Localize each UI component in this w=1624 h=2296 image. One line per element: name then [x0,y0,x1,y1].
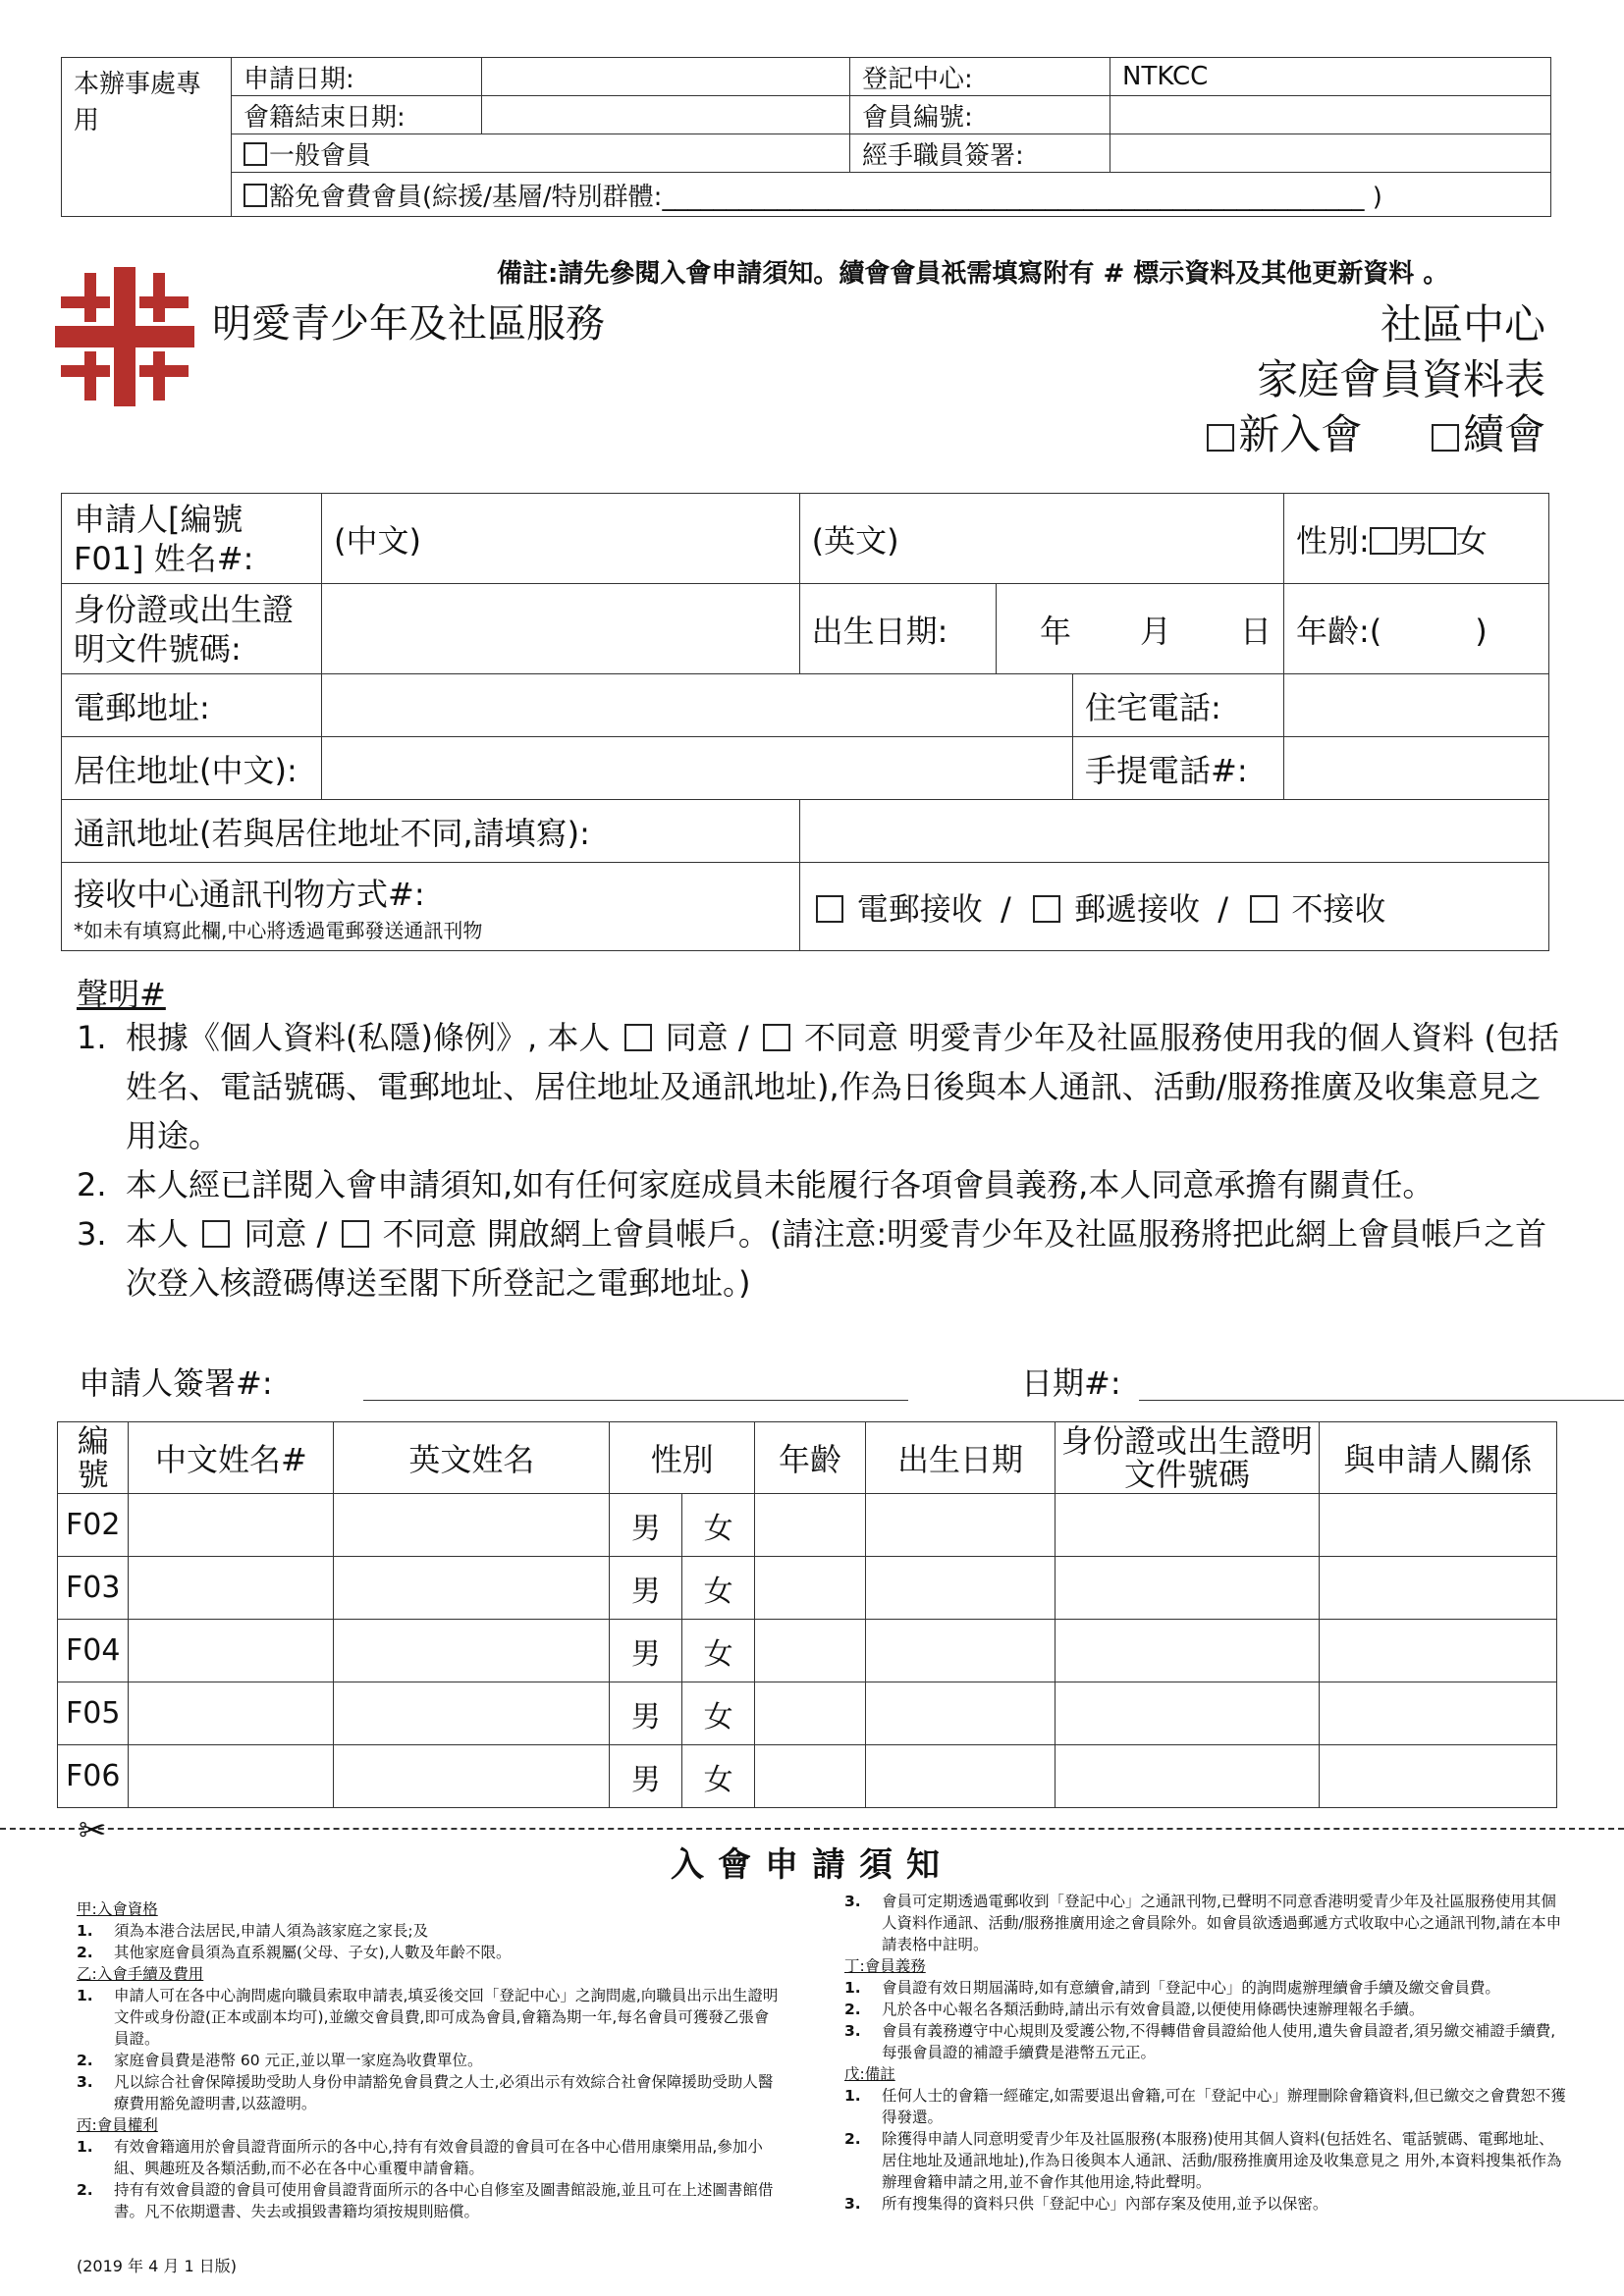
member-code: F05 [58,1682,129,1745]
relationship-cell[interactable] [1319,1682,1556,1745]
table-row [58,1620,1557,1682]
id-field[interactable] [322,584,800,674]
notice-item-number: 1. [844,1979,861,1997]
newsletter-post-label: 郵遞接收 [1074,889,1201,928]
table-row [58,1557,1557,1620]
male-checkbox[interactable] [1370,527,1397,555]
exempt-member-label: 豁免會費會員(綜援/基層/特別群體: [269,182,663,212]
signature-label: 申請人簽署#: [79,1364,273,1402]
notice-heading: 乙:入會手續及費用 [77,1965,204,1983]
decl-1-pre: 根據《個人資料(私隱)條例》, 本人 [126,1019,611,1056]
gender-female-cell[interactable]: 女 [682,1620,755,1682]
id-cell[interactable] [1055,1557,1319,1620]
dob-field[interactable] [996,584,1283,674]
notice-item [77,1985,784,2050]
declaration-list [77,1013,1559,1308]
slash: / [1000,889,1011,928]
member-code: F02 [58,1494,129,1557]
relationship-cell[interactable] [1319,1494,1556,1557]
renew-checkbox[interactable] [1432,424,1459,452]
dob-label: 出生日期: [799,584,996,674]
english-name-cell[interactable] [334,1682,610,1745]
chinese-name-cell[interactable] [129,1557,334,1620]
id-cell[interactable] [1055,1682,1319,1745]
family-members-table [57,1421,1557,1808]
newsletter-label: 接收中心通訊刊物方式#: [74,876,425,913]
age-cell[interactable] [754,1620,865,1682]
decl-3-post: 開啟網上會員帳戶。(請注意:明愛青少年及社區服務將把此網上會員帳戶之首次登入核證碼傳送至閣下所登記之電郵地址。) [126,1215,1547,1302]
notice-item-number: 3. [844,1893,861,1910]
scissors-icon: ✂ [79,1811,107,1850]
age-cell[interactable] [754,1494,865,1557]
notice-item [844,1977,1566,1999]
mobile-field[interactable] [1284,737,1549,800]
member-no-label: 會員編號: [850,96,1110,134]
membership-end-field[interactable] [482,96,850,134]
notice-item-text: 持有有效會員證的會員可使用會員證背面所示的各中心自修室及圖書館設施,並且可在上述圖書館借書。凡不依期還書、失去或損毀書籍均須按規則賠償。 [114,2181,774,2220]
notice-item-text: 其他家庭會員須為直系親屬(父母、子女),人數及年齡不限。 [114,1944,512,1961]
gender-male-cell[interactable]: 男 [610,1557,682,1620]
member-code: F06 [58,1745,129,1808]
declaration-item-1: 1. 根據《個人資料(私隱)條例》, 本人 同意 / 不同意 明愛青少年及社區服務使用我的個人資料 (包括姓名、電話號碼、電郵地址、居住地址及通訊地址),作為日後與本人通訊、活動/服務推廣及收集意見之用途。 [77,1013,1559,1160]
notice-heading: 甲:入會資格 [77,1900,158,1918]
chinese-name-cell[interactable] [129,1745,334,1808]
notice-heading: 戊:備註 [844,2065,895,2083]
gender-female-cell[interactable]: 女 [682,1745,755,1808]
decl-3-disagree-checkbox[interactable] [342,1220,369,1248]
notice-item-number: 2. [844,2001,861,2018]
notice-item-number: 1. [77,1922,93,1940]
form-title: 家庭會員資料表 [1256,355,1545,403]
item-number: 1. [77,1019,107,1056]
decl-3-pre: 本人 [126,1215,189,1253]
dob-cell[interactable] [865,1557,1055,1620]
notice-item [77,2050,784,2071]
notice-item-text: 會員可定期透過電郵收到「登記中心」之通訊刊物,已聲明不同意香港明愛青少年及社區服務使用其個人資料作通訊、活動/服務推廣用途之會員除外。如會員欲透過郵遞方式收取中心之通訊刊物,請在本申請表格中註明。 [882,1893,1562,1953]
dob-cell[interactable] [865,1494,1055,1557]
header-relationship: 與申請人關係 [1319,1422,1556,1494]
dob-day: 日 [1239,612,1272,650]
applicant-table [61,493,1549,951]
gender-label: 性別: [1296,521,1370,560]
member-code: F03 [58,1557,129,1620]
chinese-name-cell[interactable] [129,1620,334,1682]
gender-female-cell[interactable]: 女 [682,1494,755,1557]
gender-male-cell[interactable]: 男 [610,1745,682,1808]
org-name: 明愛青少年及社區服務 [212,301,605,347]
english-name-label: (英文) [811,521,899,560]
notice-column-left [77,1898,784,2222]
dob-cell[interactable] [865,1745,1055,1808]
notice-item-text: 家庭會員費是港幣 60 元正,並以單一家庭為收費單位。 [114,2052,483,2069]
notice-item-text: 申請人可在各中心詢問處向職員索取申請表,填妥後交回「登記中心」之詢問處,向職員出示出生證明文件或身份證(正本或副本均可),並繳交會員費,即可成為會員,會籍為期一年,每名會員可獲發乙張會員證。 [114,1987,779,2048]
chinese-name-cell[interactable] [129,1682,334,1745]
dob-cell[interactable] [865,1682,1055,1745]
notice-item-number: 1. [844,2087,861,2105]
registration-center-value: NTKCC [1110,58,1551,96]
home-phone-field[interactable] [1284,674,1549,737]
decl-1-agree-label: 同意 [665,1019,729,1056]
dob-cell[interactable] [865,1620,1055,1682]
notice-item-number: 3. [844,2022,861,2040]
declaration-item-3: 3. 本人 同意 / 不同意 開啟網上會員帳戶。(請注意:明愛青少年及社區服務將把此網上會員帳戶之首次登入核證碼傳送至閣下所登記之電郵地址。) [77,1209,1559,1308]
dob-month: 月 [1139,612,1171,650]
office-use-table [61,57,1551,217]
notice-item [77,1942,784,1963]
chinese-name-field[interactable] [322,494,800,584]
newsletter-none-checkbox[interactable] [1250,895,1277,923]
gender-female-cell[interactable]: 女 [682,1682,755,1745]
english-name-cell[interactable] [334,1620,610,1682]
address-label: 居住地址(中文): [62,737,322,800]
general-member-option[interactable] [232,134,850,173]
declaration-title: 聲明# [77,976,166,1013]
mail-address-field[interactable] [799,800,1548,863]
notice-heading: 丁:會員義務 [844,1957,926,1975]
mobile-label: 手提電話#: [1073,737,1284,800]
relationship-cell[interactable] [1319,1557,1556,1620]
notice-heading: 丙:會員權利 [77,2116,158,2134]
notice-item-text: 任何人士的會籍一經確定,如需要退出會籍,可在「登記中心」辦理刪除會籍資料,但已繳交之會費恕不獲得發還。 [882,2087,1566,2126]
notice-item [77,2136,784,2179]
header-code: 編號 [58,1422,129,1494]
decl-1-disagree-label: 不同意 [803,1019,898,1056]
notice-item [844,1891,1566,1955]
english-name-cell[interactable] [334,1494,610,1557]
office-use-label: 本辦事處專用 [62,58,232,217]
newsletter-post-checkbox[interactable] [1033,895,1060,923]
age-label: 年齡:( [1296,612,1382,650]
email-label: 電郵地址: [62,674,322,737]
notice-item-number: 1. [77,1987,93,2004]
gender-male-cell[interactable]: 男 [610,1494,682,1557]
age-cell[interactable] [754,1745,865,1808]
id-cell[interactable] [1055,1620,1319,1682]
header-english-name: 英文姓名 [334,1422,610,1494]
notice-item-number: 3. [844,2195,861,2213]
new-join-label: 新入會 [1238,410,1363,458]
membership-end-label: 會籍結束日期: [232,96,482,134]
female-checkbox[interactable] [1429,527,1456,555]
relationship-cell[interactable] [1319,1620,1556,1682]
item-number: 2. [77,1166,107,1203]
notice-item [77,2179,784,2222]
application-date-field[interactable] [482,58,850,96]
age-cell[interactable] [754,1682,865,1745]
header-chinese-name: 中文姓名# [129,1422,334,1494]
general-member-checkbox[interactable] [244,142,267,166]
gender-male-cell[interactable]: 男 [610,1620,682,1682]
general-member-label: 一般會員 [269,140,372,171]
notice-item-number: 2. [77,2181,93,2199]
staff-sign-field[interactable] [1110,134,1551,173]
age-field[interactable] [1284,584,1549,674]
email-field[interactable] [322,674,1073,737]
notice-item-text: 會員有義務遵守中心規則及愛護公物,不得轉借會員證給他人使用,遺失會員證者,須另繳交補證手續費,每張會員證的補證手續費是港幣五元正。 [882,2022,1556,2061]
notice-item [844,2085,1566,2128]
table-row [58,1745,1557,1808]
home-phone-label: 住宅電話: [1073,674,1284,737]
center-title: 社區中心 [1380,300,1545,348]
relationship-cell[interactable] [1319,1745,1556,1808]
item-number: 3. [77,1215,107,1253]
join-type-options [1203,402,1545,461]
notice-item-number: 3. [77,2073,93,2091]
header-note: 備註:請先參閱入會申請須知。續會會員祇需填寫附有 # 標示資料及其他更新資料 。 [497,259,1449,289]
registration-center-label: 登記中心: [850,58,1110,96]
age-close: ) [1475,612,1488,650]
notice-item [844,1999,1566,2020]
notice-title: 入會申請須知 [671,1845,953,1885]
notice-item-number: 2. [77,2052,93,2069]
exempt-member-option[interactable] [232,173,1551,217]
decl-1-post: 明愛青少年及社區服務使用我的個人資料 (包括姓名、電話號碼、電郵地址、居住地址及通訊地址),作為日後與本人通訊、活動/服務推廣及收集意見之用途。 [126,1019,1559,1154]
mail-address-label: 通訊地址(若與居住地址不同,請填寫): [62,800,800,863]
decl-2-text: 本人經已詳閱入會申請須知,如有任何家庭成員未能履行各項會員義務,本人同意承擔有關責任。 [126,1166,1435,1203]
chinese-name-cell[interactable] [129,1494,334,1557]
header-dob: 出生日期 [865,1422,1055,1494]
english-name-cell[interactable] [334,1745,610,1808]
slash: / [1218,889,1229,928]
decl-1-disagree-checkbox[interactable] [763,1024,790,1051]
notice-item-text: 會員證有效日期屆滿時,如有意續會,請到「登記中心」的詢問處辦理續會手續及繳交會員費。 [882,1979,1500,1997]
notice-item [844,2193,1566,2215]
newsletter-note: *如未有填寫此欄,中心將透過電郵發送通訊刊物 [74,919,483,942]
header-age: 年齡 [754,1422,865,1494]
english-name-cell[interactable] [334,1557,610,1620]
notice-item-number: 2. [77,1944,93,1961]
member-code: F04 [58,1620,129,1682]
caritas-logo [55,267,194,406]
application-date-label: 申請日期: [232,58,482,96]
newsletter-options [799,863,1548,951]
notice-item-number: 2. [844,2130,861,2148]
notice-item-text: 除獲得申請人同意明愛青少年及社區服務(本服務)使用其個人資料(包括姓名、電話號碼、電郵地址、居住地址及通訊地址),作為日後與本人通訊、活動/服務推廣用途及收集意見之 用外,本資料搜集祇作為辦理會籍申請之用,並不會作其他用途,特此聲明。 [882,2130,1562,2191]
member-no-field[interactable] [1110,96,1551,134]
version-footer: (2019 年 4 月 1 日版) [77,2257,237,2275]
gender-female-cell[interactable]: 女 [682,1557,755,1620]
notice-item [77,2071,784,2114]
female-label: 女 [1455,521,1488,560]
signature-line[interactable] [363,1400,908,1401]
table-row [58,1494,1557,1557]
newsletter-email-label: 電郵接收 [856,889,983,928]
notice-item-text: 凡於各中心報名各類活動時,請出示有效會員證,以便使用條碼快速辦理報名手續。 [882,2001,1425,2018]
id-cell[interactable] [1055,1494,1319,1557]
decl-3-agree-checkbox[interactable] [202,1220,230,1248]
date-label: 日期#: [1021,1364,1121,1402]
decl-1-agree-checkbox[interactable] [624,1024,652,1051]
new-join-checkbox[interactable] [1207,424,1234,452]
notice-item-text: 須為本港合法居民,申請人須為該家庭之家長;及 [114,1922,429,1940]
decl-3-disagree-label: 不同意 [382,1215,477,1253]
renew-label: 續會 [1462,410,1545,458]
exempt-member-checkbox[interactable] [244,184,267,207]
address-field[interactable] [322,737,1073,800]
cut-line [0,1828,1624,1830]
header-gender: 性別 [610,1422,755,1494]
staff-sign-label: 經手職員簽署: [850,134,1110,173]
notice-item-text: 凡以綜合社會保障援助受助人身份申請豁免會員費之人士,必須出示有效綜合社會保障援助受助人醫療費用豁免證明書,以茲證明。 [114,2073,774,2112]
date-line[interactable] [1139,1400,1624,1401]
newsletter-email-checkbox[interactable] [816,895,843,923]
id-label: 身份證或出生證明文件號碼: [62,584,322,674]
table-row [58,1682,1557,1745]
chinese-name-label: (中文) [334,521,421,560]
header-id: 身份證或出生證明文件號碼 [1055,1422,1319,1494]
applicant-name-label: 申請人[編號 F01] 姓名#: [62,494,322,584]
notice-item-text: 所有搜集得的資料只供「登記中心」內部存案及使用,並予以保密。 [882,2195,1328,2213]
notice-item-text: 有效會籍適用於會員證背面所示的各中心,持有有效會員證的會員可在各中心借用康樂用品,參加小組、興趣班及各類活動,而不必在各中心重覆申請會籍。 [114,2138,763,2177]
dob-year: 年 [1039,612,1071,650]
newsletter-cell [62,863,800,951]
notice-item [844,2128,1566,2193]
notice-item [77,1920,784,1942]
male-label: 男 [1396,521,1429,560]
gender-male-cell[interactable]: 男 [610,1682,682,1745]
age-cell[interactable] [754,1557,865,1620]
gender-field[interactable] [1284,494,1549,584]
declaration-item-2 [77,1160,1559,1209]
id-cell[interactable] [1055,1745,1319,1808]
newsletter-none-label: 不接收 [1291,889,1386,928]
notice-item [844,2020,1566,2063]
english-name-field[interactable] [799,494,1283,584]
notice-column-right [844,1891,1566,2215]
exempt-member-blank[interactable]: _______________________________________________________ ) [662,182,1382,212]
notice-item-number: 1. [77,2138,93,2156]
decl-3-agree-label: 同意 [244,1215,307,1253]
